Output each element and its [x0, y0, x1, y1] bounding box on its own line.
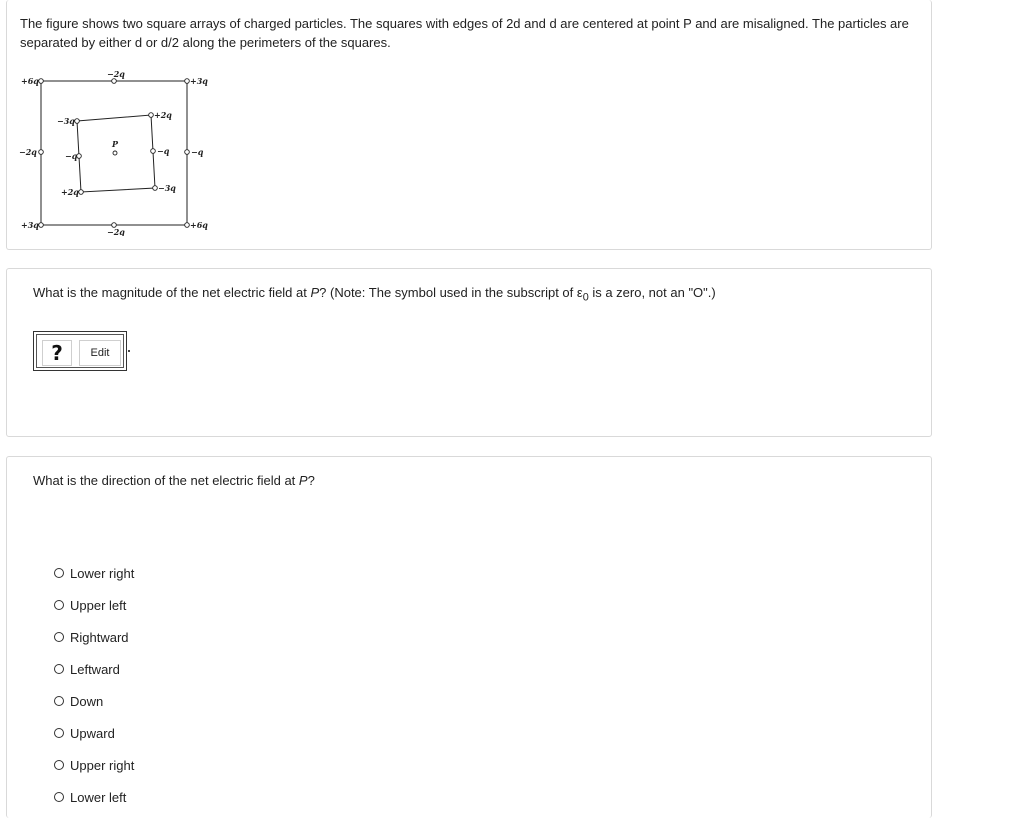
- outer-charge-bottom-left: [39, 223, 44, 228]
- outer-label-bottom-middle: −2q: [107, 227, 125, 236]
- option-lower-left[interactable]: [54, 788, 126, 806]
- magnitude-question-card: [6, 268, 932, 437]
- outer-charge-middle-right: [185, 150, 190, 155]
- outer-label-top-left: +6q: [21, 76, 39, 86]
- direction-question-part2: ?: [307, 473, 315, 488]
- radio-icon[interactable]: [54, 632, 64, 642]
- radio-icon[interactable]: [54, 664, 64, 674]
- outer-charge-middle-left: [39, 150, 44, 155]
- option-upper-right[interactable]: [54, 756, 134, 774]
- option-upward[interactable]: [54, 724, 115, 742]
- outer-label-bottom-left: +3q: [21, 220, 39, 230]
- inner-charge-top-right: [149, 113, 154, 118]
- outer-charge-bottom-right: [185, 223, 190, 228]
- magnitude-question-point: P: [310, 285, 320, 300]
- magnitude-question-text: [33, 284, 716, 307]
- option-label: Lower right: [70, 565, 135, 581]
- inner-charge-bottom-left: [79, 190, 84, 195]
- inner-label-bottom-right: −3q: [158, 183, 176, 193]
- option-label: Leftward: [70, 661, 120, 677]
- answer-widget-inner: [36, 334, 124, 368]
- answer-widget: [33, 331, 127, 371]
- intro-card: [6, 0, 932, 250]
- direction-question-card: [6, 456, 932, 818]
- radio-icon[interactable]: [54, 568, 64, 578]
- epsilon-symbol: ε: [576, 285, 583, 300]
- inner-charge-bottom-right: [153, 186, 158, 191]
- trailing-period: [128, 350, 130, 352]
- outer-label-top-right: +3q: [190, 76, 208, 86]
- option-down[interactable]: [54, 692, 103, 710]
- option-label: Down: [70, 693, 104, 709]
- edit-button[interactable]: Edit: [79, 340, 121, 366]
- radio-icon[interactable]: [54, 696, 64, 706]
- option-label: Upper left: [70, 597, 127, 613]
- inner-label-middle-right: −q: [157, 146, 170, 156]
- point-p: [113, 151, 117, 155]
- outer-label-middle-right: −q: [191, 147, 204, 157]
- inner-label-top-left: −3q: [57, 116, 75, 126]
- option-rightward[interactable]: [54, 628, 129, 646]
- inner-charge-middle-right: [151, 149, 156, 154]
- radio-icon[interactable]: [54, 760, 64, 770]
- outer-label-top-middle: −2q: [107, 69, 125, 79]
- magnitude-question-part3: is a zero, not an "O".): [588, 285, 716, 300]
- option-label: Upper right: [70, 757, 135, 773]
- outer-label-bottom-right: +6q: [190, 220, 208, 230]
- option-leftward[interactable]: [54, 660, 120, 678]
- direction-question-text: [33, 472, 315, 490]
- outer-charge-top-middle: [112, 79, 117, 84]
- option-label: Upward: [70, 725, 115, 741]
- outer-charge-top-right: [185, 79, 190, 84]
- epsilon-subscript: 0: [582, 291, 589, 304]
- inner-charge-middle-left: [77, 154, 82, 159]
- outer-charge-top-left: [39, 79, 44, 84]
- answer-placeholder-button[interactable]: ?: [42, 340, 72, 366]
- option-lower-right[interactable]: [54, 564, 134, 582]
- option-upper-left[interactable]: [54, 596, 126, 614]
- inner-label-bottom-left: +2q: [61, 187, 79, 197]
- inner-charge-top-left: [75, 119, 80, 124]
- magnitude-question-part2: ? (Note: The symbol used in the subscript of: [319, 285, 577, 300]
- radio-icon[interactable]: [54, 600, 64, 610]
- magnitude-question-part1: What is the magnitude of the net electric field at: [33, 285, 311, 300]
- direction-question-point: P: [298, 473, 308, 488]
- option-label: Rightward: [70, 629, 129, 645]
- option-label: Lower left: [70, 789, 127, 805]
- point-p-label: P: [112, 139, 119, 149]
- outer-label-middle-left: −2q: [19, 147, 37, 157]
- inner-label-top-right: +2q: [154, 110, 172, 120]
- radio-icon[interactable]: [54, 728, 64, 738]
- direction-question-part1: What is the direction of the net electric field at: [33, 473, 299, 488]
- radio-icon[interactable]: [54, 792, 64, 802]
- intro-text: The figure shows two square arrays of charged particles. The squares with edges of 2d and d are centered at point P and are misaligned. The particles are separated by either d or d/2 along the perimeters of the squares.: [20, 16, 909, 50]
- charge-figure: [11, 66, 211, 236]
- inner-label-middle-left: −q: [65, 151, 78, 161]
